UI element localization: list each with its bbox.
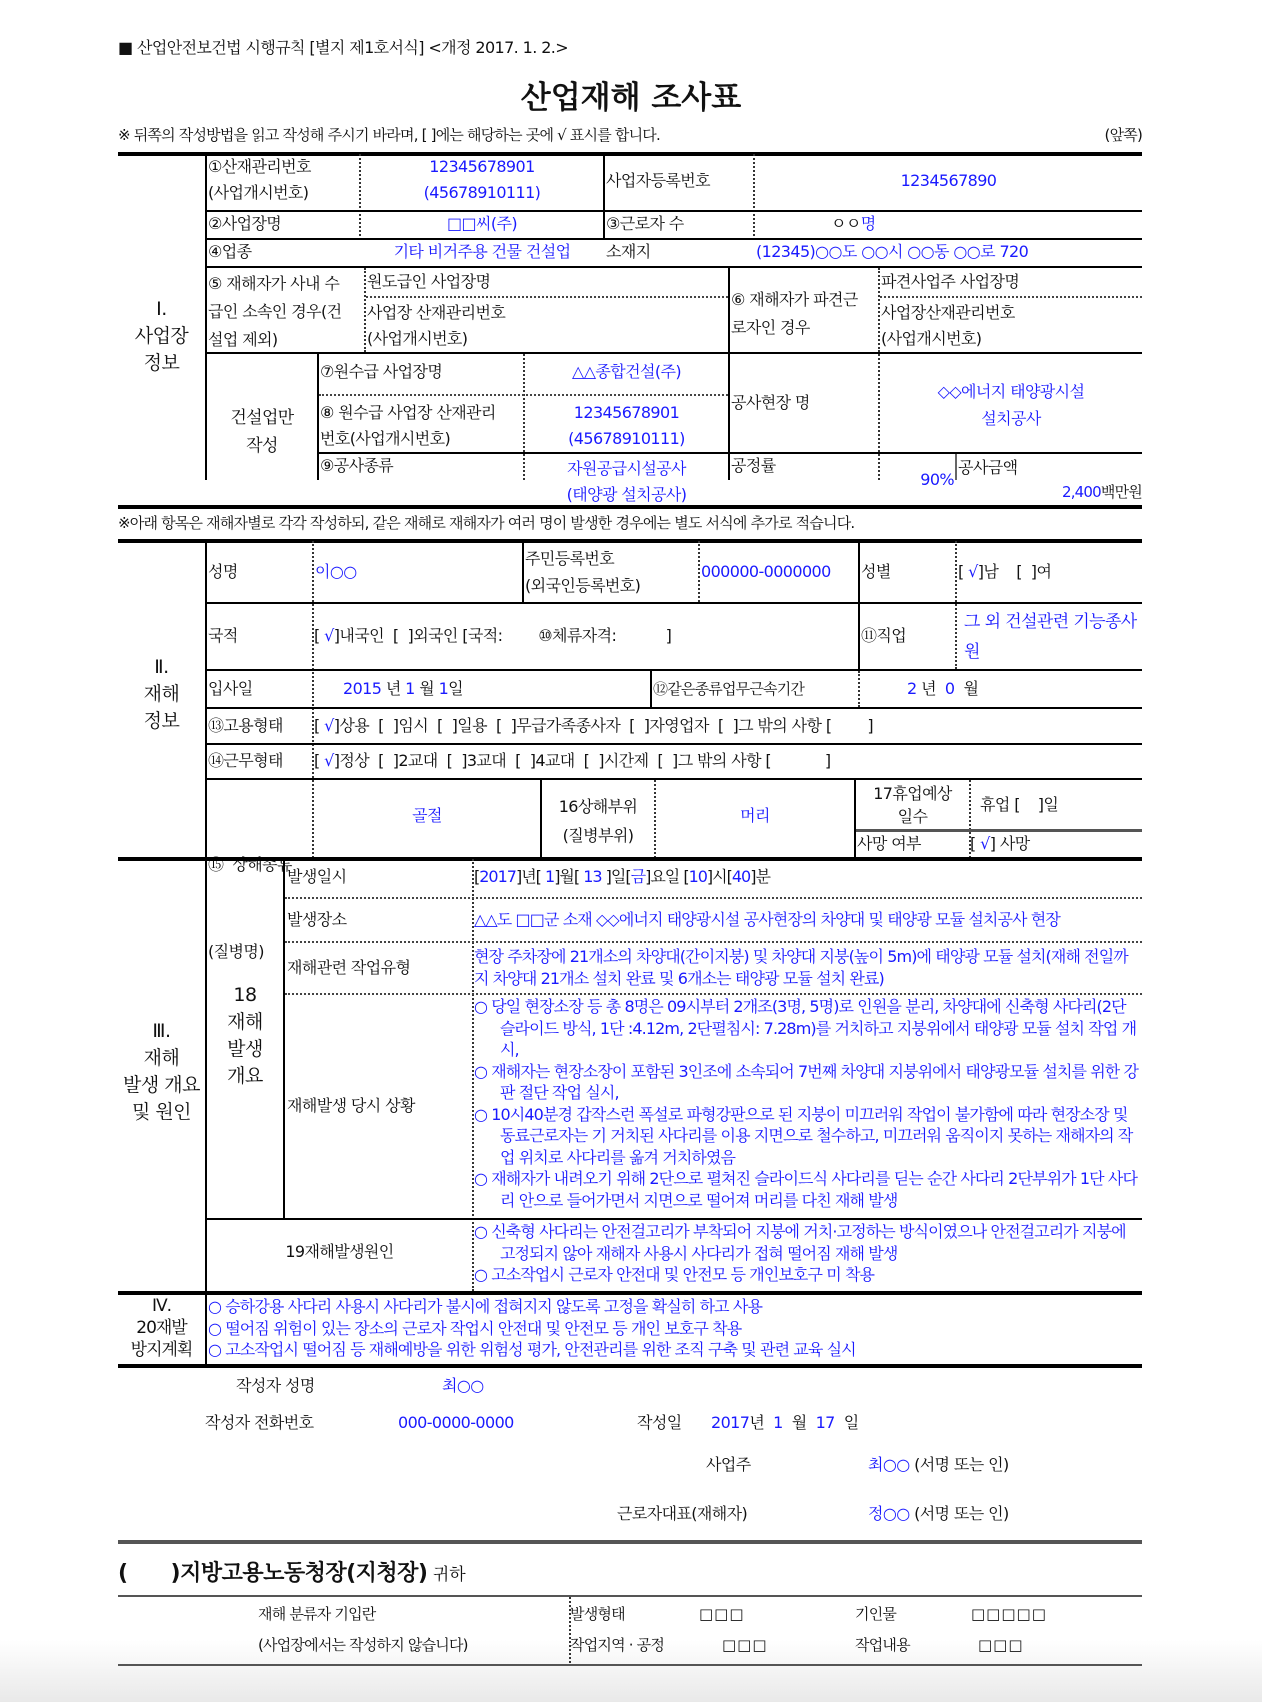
rule-signature-bottom bbox=[118, 1540, 1142, 1544]
prevention-item: ○ 승하강용 사다리 사용시 사다리가 불시에 접혀지지 않도록 고정을 확실히 하고 사용 bbox=[208, 1297, 763, 1316]
rule-section4-bottom bbox=[118, 1364, 1142, 1368]
gender-label: 성별 bbox=[861, 562, 891, 581]
rule-h bbox=[205, 707, 1142, 709]
site-name-value[interactable]: ◇◇에너지 태양광시설 설치공사 bbox=[937, 382, 1085, 428]
rule-classifier-bottom bbox=[118, 1664, 1142, 1666]
tenure-value[interactable]: 2 년 0 월 bbox=[907, 679, 979, 698]
rule-h bbox=[205, 238, 1142, 240]
field-6-dispatch-employer-label: 파견사업주 사업장명 bbox=[881, 272, 1020, 291]
rule-section1-bottom bbox=[118, 505, 1142, 509]
field-2-value[interactable]: □□씨(주) bbox=[446, 214, 518, 233]
written-date-value[interactable]: 2017년 1 월 17 일 bbox=[711, 1413, 859, 1432]
cause-list bbox=[474, 1221, 1142, 1286]
rule-section4-top bbox=[118, 1291, 1142, 1295]
overview-label: 18 재해 발생 개요 bbox=[227, 984, 263, 1087]
rule-h bbox=[317, 452, 1142, 454]
expected-leave-label: 17휴업예상 일수 bbox=[873, 784, 952, 826]
writer-name-value[interactable]: 최○○ bbox=[442, 1376, 484, 1395]
work-pattern-label: ⑭근무형태 bbox=[208, 751, 283, 770]
addressee: ( )지방고용노동청장(지청장) 귀하 bbox=[118, 1561, 466, 1586]
rule-section3-top bbox=[118, 857, 1142, 861]
rule-top bbox=[118, 152, 1142, 156]
gender-checkbox-group[interactable]: [ √]남 [ ]여 bbox=[958, 562, 1052, 581]
section-4-label: Ⅳ. 20재발 방지계획 bbox=[130, 1296, 193, 1360]
prevention-item: ○ 고소작업시 떨어짐 등 재해예방을 위한 위험성 평가, 안전관리를 위한 조직 구축 및 관련 교육 실시 bbox=[208, 1340, 856, 1359]
situation-item: ○ 당일 현장소장 등 총 8명은 09시부터 2개조(3명, 5명)로 인원을 분리, 차양대에 신축형 사다리(2단 슬라이드 방식, 1단 :4.12m, 2단펼침시: 7.28m)를 거치하고 지붕위에서 태양광 모듈 설치 작업 개시, bbox=[474, 997, 1137, 1059]
name-label: 성명 bbox=[208, 562, 238, 581]
rule-h bbox=[205, 602, 1142, 604]
rule-classifier-top bbox=[118, 1595, 1142, 1597]
section-1-title-a: 사업장 bbox=[134, 325, 189, 347]
rule-v bbox=[858, 541, 860, 669]
section-3-label: Ⅲ. 재해 발생 개요 및 원인 bbox=[123, 1020, 200, 1123]
occurrence-type-code: □□□ bbox=[699, 1605, 745, 1623]
prevention-item: ○ 떨어짐 위험이 있는 장소의 근로자 작업시 안전대 및 안전모 등 개인 보호구 착용 bbox=[208, 1318, 742, 1338]
expected-leave-value[interactable]: 휴업 [ ]일 bbox=[980, 795, 1059, 814]
injury-part-label: 16상해부위 (질병부위) bbox=[558, 797, 638, 845]
cause-item: ○ 신축형 사다리는 안전걸고리가 부착되어 지붕에 거치·고정하는 방식이였으나 안전걸고리가 지붕에 고정되지 않아 재해자 사용시 사다리가 접혀 떨어짐 재해 발생 bbox=[474, 1222, 1126, 1263]
rule-h bbox=[205, 352, 1142, 354]
rule-h bbox=[205, 743, 1142, 745]
writer-name-label: 작성자 성명 bbox=[236, 1376, 315, 1395]
field-4-value[interactable]: 기타 비거주용 건물 건설업 bbox=[393, 242, 571, 261]
worker-rep-label: 근로자대표(재해자) bbox=[617, 1504, 748, 1523]
field-7-label: ⑦원수급 사업장명 bbox=[320, 362, 443, 381]
injury-part-value[interactable]: 머리 bbox=[740, 806, 770, 825]
cause-object-label: 기인물 bbox=[855, 1605, 897, 1623]
field-4-label: ④업종 bbox=[208, 242, 252, 261]
field-9-value[interactable]: 자원공급시설공사 (태양광 설치공사) bbox=[566, 459, 687, 504]
rule-v bbox=[603, 154, 605, 240]
rule-h bbox=[205, 669, 1142, 671]
progress-value[interactable]: 90% bbox=[920, 470, 954, 489]
death-label: 사망 여부 bbox=[857, 834, 921, 853]
document-title: 산업재해 조사표 bbox=[520, 80, 742, 116]
worker-rep-signature[interactable]: 정○○ (서명 또는 인) bbox=[868, 1504, 1009, 1523]
front-side-label: (앞쪽) bbox=[1104, 126, 1142, 144]
rule-dotted bbox=[364, 268, 366, 352]
section-1-title-b: 정보 bbox=[143, 352, 180, 374]
employer-label: 사업주 bbox=[706, 1455, 751, 1474]
rule-v bbox=[205, 1293, 207, 1364]
rule-v bbox=[955, 454, 957, 480]
rule-h bbox=[205, 210, 1142, 212]
rule-dotted bbox=[285, 941, 1142, 943]
per-victim-note: ※아래 항목은 재해자별로 각각 작성하되, 같은 재해로 재해자가 여러 명이 발생한 경우에는 별도 서식에 추가로 적습니다. bbox=[118, 514, 855, 532]
work-content-code: □□□ bbox=[978, 1636, 1024, 1654]
business-reg-label: 사업자등록번호 bbox=[606, 171, 710, 190]
field-5-label: ⑤ 재해자가 사내 수 급인 소속인 경우(건 설업 제외) bbox=[208, 274, 342, 349]
field-3-value[interactable]: ㅇㅇ명 bbox=[831, 214, 876, 233]
situation-item: ○ 재해자는 현장소장이 포함된 3인조에 소속되어 7번째 차양대 지붕위에서 태양광모듈 설치를 위한 강판 절단 작업 실시, bbox=[474, 1061, 1139, 1102]
field-6-mgmt-number-label: 사업장산재관리번호 (사업개시번호) bbox=[881, 303, 1015, 348]
hire-date-value[interactable]: 2015 년 1 월 1일 bbox=[343, 679, 464, 698]
field-8-value[interactable]: 12345678901 (45678910111) bbox=[568, 403, 685, 448]
cause-label: 19재해발생원인 bbox=[285, 1242, 394, 1261]
rule-dotted bbox=[285, 993, 1142, 995]
nationality-checkbox-group[interactable]: [ √]내국인 [ ]외국인 [국적: ⑩체류자격: ] bbox=[314, 626, 672, 645]
work-content-label: 작업내용 bbox=[855, 1636, 910, 1654]
rule-h bbox=[205, 778, 1142, 780]
form-reference: ■ 산업안전보건법 시행규칙 [별지 제1호서식] <개정 2017. 1. 2.> bbox=[118, 38, 569, 57]
amount-label: 공사금액 bbox=[958, 458, 1018, 477]
rrn-value[interactable]: 000000-0000000 bbox=[701, 562, 831, 581]
employment-type-label: ⑬고용형태 bbox=[208, 716, 283, 735]
field-7-value[interactable]: △△종합건설(주) bbox=[572, 362, 681, 381]
prevention-plan-list bbox=[208, 1296, 1142, 1361]
field-1-value[interactable]: 12345678901 (45678910111) bbox=[423, 157, 541, 202]
cause-item: ○ 고소작업시 근로자 안전대 및 안전모 등 개인보호구 미 착용 bbox=[474, 1265, 875, 1284]
work-type-value[interactable]: 현장 주차장에 21개소의 차양대(간이지붕) 및 차양대 지붕(높이 5m)에 태양광 모듈 설치(재해 전일까지 차양대 21개소 설치 완료 및 6개소는 태양광 모듈 설치 완료) bbox=[474, 947, 1128, 988]
field-3-label: ③근로자 수 bbox=[606, 214, 684, 233]
injury-type-label: ⑮ 상해종류 (질병명) bbox=[208, 855, 292, 961]
rule-dotted bbox=[880, 296, 1142, 298]
writer-phone-label: 작성자 전화번호 bbox=[205, 1413, 314, 1432]
work-pattern-checkboxes[interactable]: [ √]정상 [ ]2교대 [ ]3교대 [ ]4교대 [ ]시간제 [ ]그 밖의 사항 [ ] bbox=[314, 751, 831, 770]
cause-object-code: □□□□□ bbox=[971, 1605, 1047, 1623]
field-5-prime-contractor-label: 원도급인 사업장명 bbox=[367, 272, 491, 291]
writer-phone-value[interactable]: 000-0000-0000 bbox=[398, 1413, 514, 1432]
rule-v bbox=[283, 859, 285, 1218]
section-1-number: Ⅰ. bbox=[156, 298, 167, 320]
field-5-mgmt-number-label: 사업장 산재관리번호 (사업개시번호) bbox=[367, 303, 506, 348]
situation-item: ○ 10시40분경 갑작스런 폭설로 파형강판으로 된 지붕이 미끄러워 작업이 불가함에 따라 현장소장 및 동료근로자는 기 거치된 사다리를 이용 지면으로 철수하고, 미끄러워 움직이지 못하는 재해자의 작업 위치로 사다리를 옮겨 거치하였음 bbox=[474, 1104, 1133, 1167]
field-1-label: ①산재관리번호 (사업개시번호) bbox=[208, 157, 311, 202]
name-value[interactable]: 이○○ bbox=[315, 562, 357, 581]
rule-dotted bbox=[366, 296, 728, 298]
rule-dotted bbox=[285, 897, 1142, 899]
datetime-label: 발생일시 bbox=[287, 867, 347, 886]
job-value[interactable]: 그 외 건설관련 기능종사 원 bbox=[964, 612, 1137, 662]
work-type-label: 재해관련 작업유형 bbox=[287, 958, 411, 977]
job-label: ⑪직업 bbox=[861, 626, 907, 645]
nationality-label: 국적 bbox=[208, 626, 238, 645]
rule-v bbox=[650, 671, 652, 707]
rule-dotted bbox=[319, 394, 728, 396]
written-date-label: 작성일 bbox=[637, 1413, 682, 1432]
rule-h bbox=[856, 829, 1142, 832]
rule-v bbox=[522, 541, 524, 602]
rule-dotted bbox=[753, 154, 755, 240]
rule-dotted bbox=[878, 268, 880, 352]
datetime-value[interactable]: [2017]년[ 1]월[ 13 ]일[금]요일 [10]시[40]분 bbox=[474, 867, 770, 886]
rule-h bbox=[205, 266, 1142, 268]
rule-h bbox=[205, 1218, 1142, 1220]
death-checkbox[interactable]: [ √] 사망 bbox=[970, 834, 1030, 853]
section-2-label: Ⅱ. 재해 정보 bbox=[143, 656, 180, 732]
classifier-note: (사업장에서는 작성하지 않습니다) bbox=[258, 1636, 468, 1654]
rule-v bbox=[205, 541, 207, 858]
rule-v bbox=[317, 354, 319, 480]
rule-section2-top bbox=[118, 539, 1142, 543]
amount-value[interactable]: 2,400백만원 bbox=[1061, 483, 1142, 501]
rule-v bbox=[728, 268, 730, 480]
situation-list bbox=[474, 996, 1142, 1211]
occurrence-type-label: 발생형태 bbox=[570, 1605, 625, 1623]
work-area-label: 작업지역 · 공정 bbox=[570, 1636, 665, 1654]
business-reg-value[interactable]: 1234567890 bbox=[900, 171, 997, 190]
field-8-label: ⑧ 원수급 사업장 산재관리 번호(사업개시번호) bbox=[320, 403, 496, 448]
instructions-note: ※ 뒤쪽의 작성방법을 읽고 작성해 주시기 바라며, [ ]에는 해당하는 곳에 √ 표시를 합니다. bbox=[118, 126, 660, 144]
site-name-label: 공사현장 명 bbox=[731, 393, 810, 412]
rule-dotted bbox=[698, 541, 700, 602]
rrn-label: 주민등록번호 (외국인등록번호) bbox=[525, 549, 641, 595]
address-label: 소재지 bbox=[606, 242, 651, 261]
section-1-label bbox=[118, 296, 205, 377]
field-6-label: ⑥ 재해자가 파견근 로자인 경우 bbox=[731, 290, 858, 337]
rule-dotted bbox=[955, 541, 957, 669]
work-area-code: □□□ bbox=[722, 1636, 768, 1654]
field-2-label: ②사업장명 bbox=[208, 214, 282, 233]
employment-type-checkboxes[interactable]: [ √]상용 [ ]임시 [ ]일용 [ ]무급가족종사자 [ ]자영업자 [ ]그 밖의 사항 [ ] bbox=[314, 716, 873, 735]
situation-item: ○ 재해자가 내려오기 위해 2단으로 펼쳐진 슬라이드식 사다리를 딛는 순간 사다리 2단부위가 1단 사다리 안으로 들어가면서 지면으로 떨어져 머리를 다친 재해 발생 bbox=[474, 1169, 1138, 1210]
place-value[interactable]: △△도 □□군 소재 ◇◇에너지 태양광시설 공사현장의 차양대 및 태양광 모듈 설치공사 현장 bbox=[474, 910, 1060, 929]
address-value[interactable]: (12345)○○도 ○○시 ○○동 ○○로 720 bbox=[756, 242, 1029, 261]
hire-date-label: 입사일 bbox=[208, 679, 253, 698]
classifier-label: 재해 분류자 기입란 bbox=[258, 1605, 376, 1623]
tenure-label: ⑫같은종류업무근속기간 bbox=[653, 680, 805, 698]
construction-only-label: 건설업만 작성 bbox=[230, 408, 294, 456]
situation-label: 재해발생 당시 상황 bbox=[287, 1096, 415, 1115]
employer-signature[interactable]: 최○○ (서명 또는 인) bbox=[868, 1455, 1009, 1474]
place-label: 발생장소 bbox=[287, 910, 347, 929]
injury-type-value[interactable]: 골절 bbox=[412, 806, 442, 825]
rule-dotted bbox=[858, 671, 860, 707]
field-9-label: ⑨공사종류 bbox=[320, 456, 394, 475]
progress-label: 공정률 bbox=[731, 456, 776, 475]
